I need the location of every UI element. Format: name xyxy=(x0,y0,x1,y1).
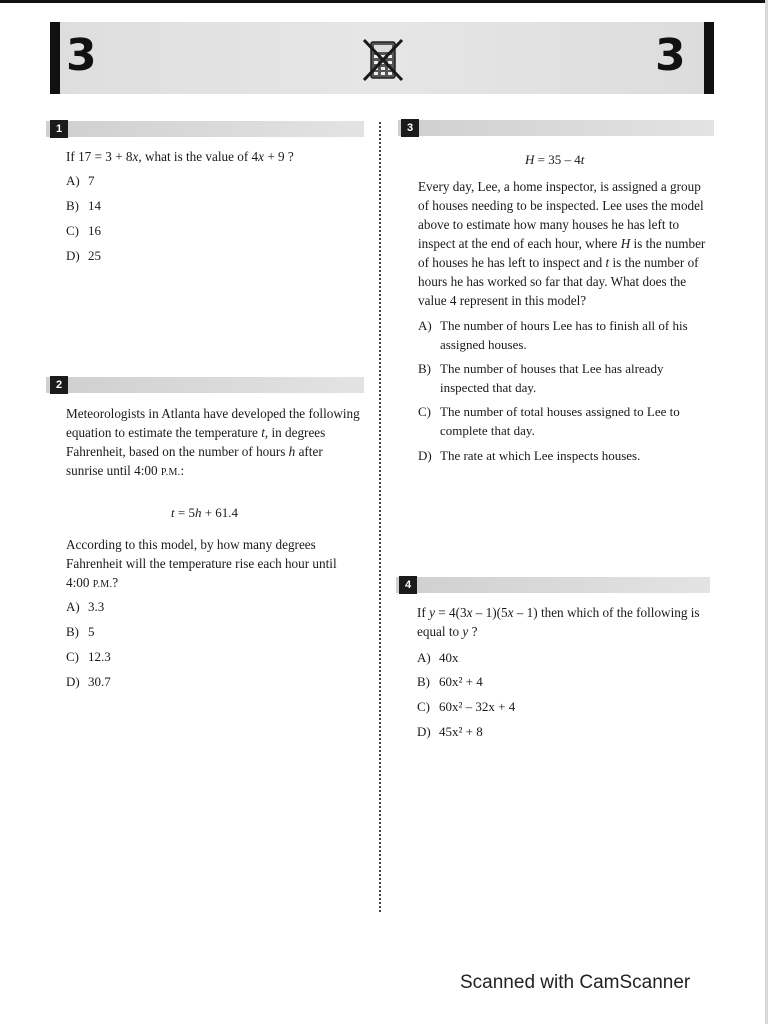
question-3-header-bar xyxy=(398,120,714,136)
question-2-choice-d[interactable]: D) 30.7 xyxy=(66,674,111,689)
question-2-choice-a[interactable]: A) 3.3 xyxy=(66,599,105,614)
question-3-choice-b[interactable]: B) The number of houses that Lee has already inspected that day. xyxy=(418,361,664,395)
question-3-number: 3 xyxy=(401,119,419,137)
column-divider xyxy=(379,122,381,912)
question-3-choice-c[interactable]: C) The number of total houses assigned to Lee to complete that day. xyxy=(418,404,680,438)
question-2-header-bar xyxy=(46,377,364,393)
question-3-equation: H = 35 – 4t xyxy=(525,152,585,167)
question-2-equation: t = 5h + 61.4 xyxy=(171,505,239,520)
section-number-left: 3 xyxy=(66,30,97,81)
question-4-number: 4 xyxy=(399,576,417,594)
question-1-stem: If 17 = 3 + 8x, what is the value of 4x + 9 ? xyxy=(66,149,294,164)
question-3-choice-d[interactable]: D) The rate at which Lee inspects houses. xyxy=(418,448,641,463)
page-top-edge xyxy=(0,0,768,3)
scanner-watermark: Scanned with CamScanner xyxy=(460,972,691,993)
question-2-question: According to this model, by how many degrees Fahrenheit will the temperature rise each hour until 4:00 P.M.? xyxy=(66,537,337,590)
question-4-header-bar xyxy=(396,577,710,593)
question-1-choice-b[interactable]: B) 14 xyxy=(66,198,101,213)
section-header-right-bar xyxy=(704,22,714,94)
question-2-stem: Meteorologists in Atlanta have developed the following equation to estimate the temperature t, in degrees Fahrenheit, based on the number of hours h after sunrise until 4:00 P.M.: xyxy=(66,406,360,478)
question-1-choice-c[interactable]: C) 16 xyxy=(66,223,101,238)
question-1-choice-a[interactable]: A) 7 xyxy=(66,173,95,188)
question-1-header-bar xyxy=(46,121,364,137)
question-2-choice-c[interactable]: C) 12.3 xyxy=(66,649,111,664)
question-4-stem: If y = 4(3x – 1)(5x – 1) then which of the following is equal to y ? xyxy=(417,605,700,639)
question-4-choice-c[interactable]: C) 60x² – 32x + 4 xyxy=(417,699,516,714)
question-4-choice-d[interactable]: D) 45x² + 8 xyxy=(417,724,483,739)
question-2-choice-b[interactable]: B) 5 xyxy=(66,624,95,639)
question-1-choice-d[interactable]: D) 25 xyxy=(66,248,101,263)
question-3-choice-a[interactable]: A) The number of hours Lee has to finish all of his assigned houses. xyxy=(418,318,688,352)
section-number-right: 3 xyxy=(655,30,686,81)
question-2-number: 2 xyxy=(50,376,68,394)
question-4-choice-a[interactable]: A) 40x xyxy=(417,650,459,665)
no-calculator-icon xyxy=(360,36,406,84)
section-header-left-bar xyxy=(50,22,60,94)
question-4-choice-b[interactable]: B) 60x² + 4 xyxy=(417,674,483,689)
question-3-stem: Every day, Lee, a home inspector, is assigned a group of houses needing to be inspected. Lee uses the model above to estimate how many houses he has left to inspect at the end of each hour, where H is the number of houses he has left to inspect and t is the number of hours he has worked so far that day. What does the value 4 represent in this model? xyxy=(418,179,706,308)
question-1-number: 1 xyxy=(50,120,68,138)
